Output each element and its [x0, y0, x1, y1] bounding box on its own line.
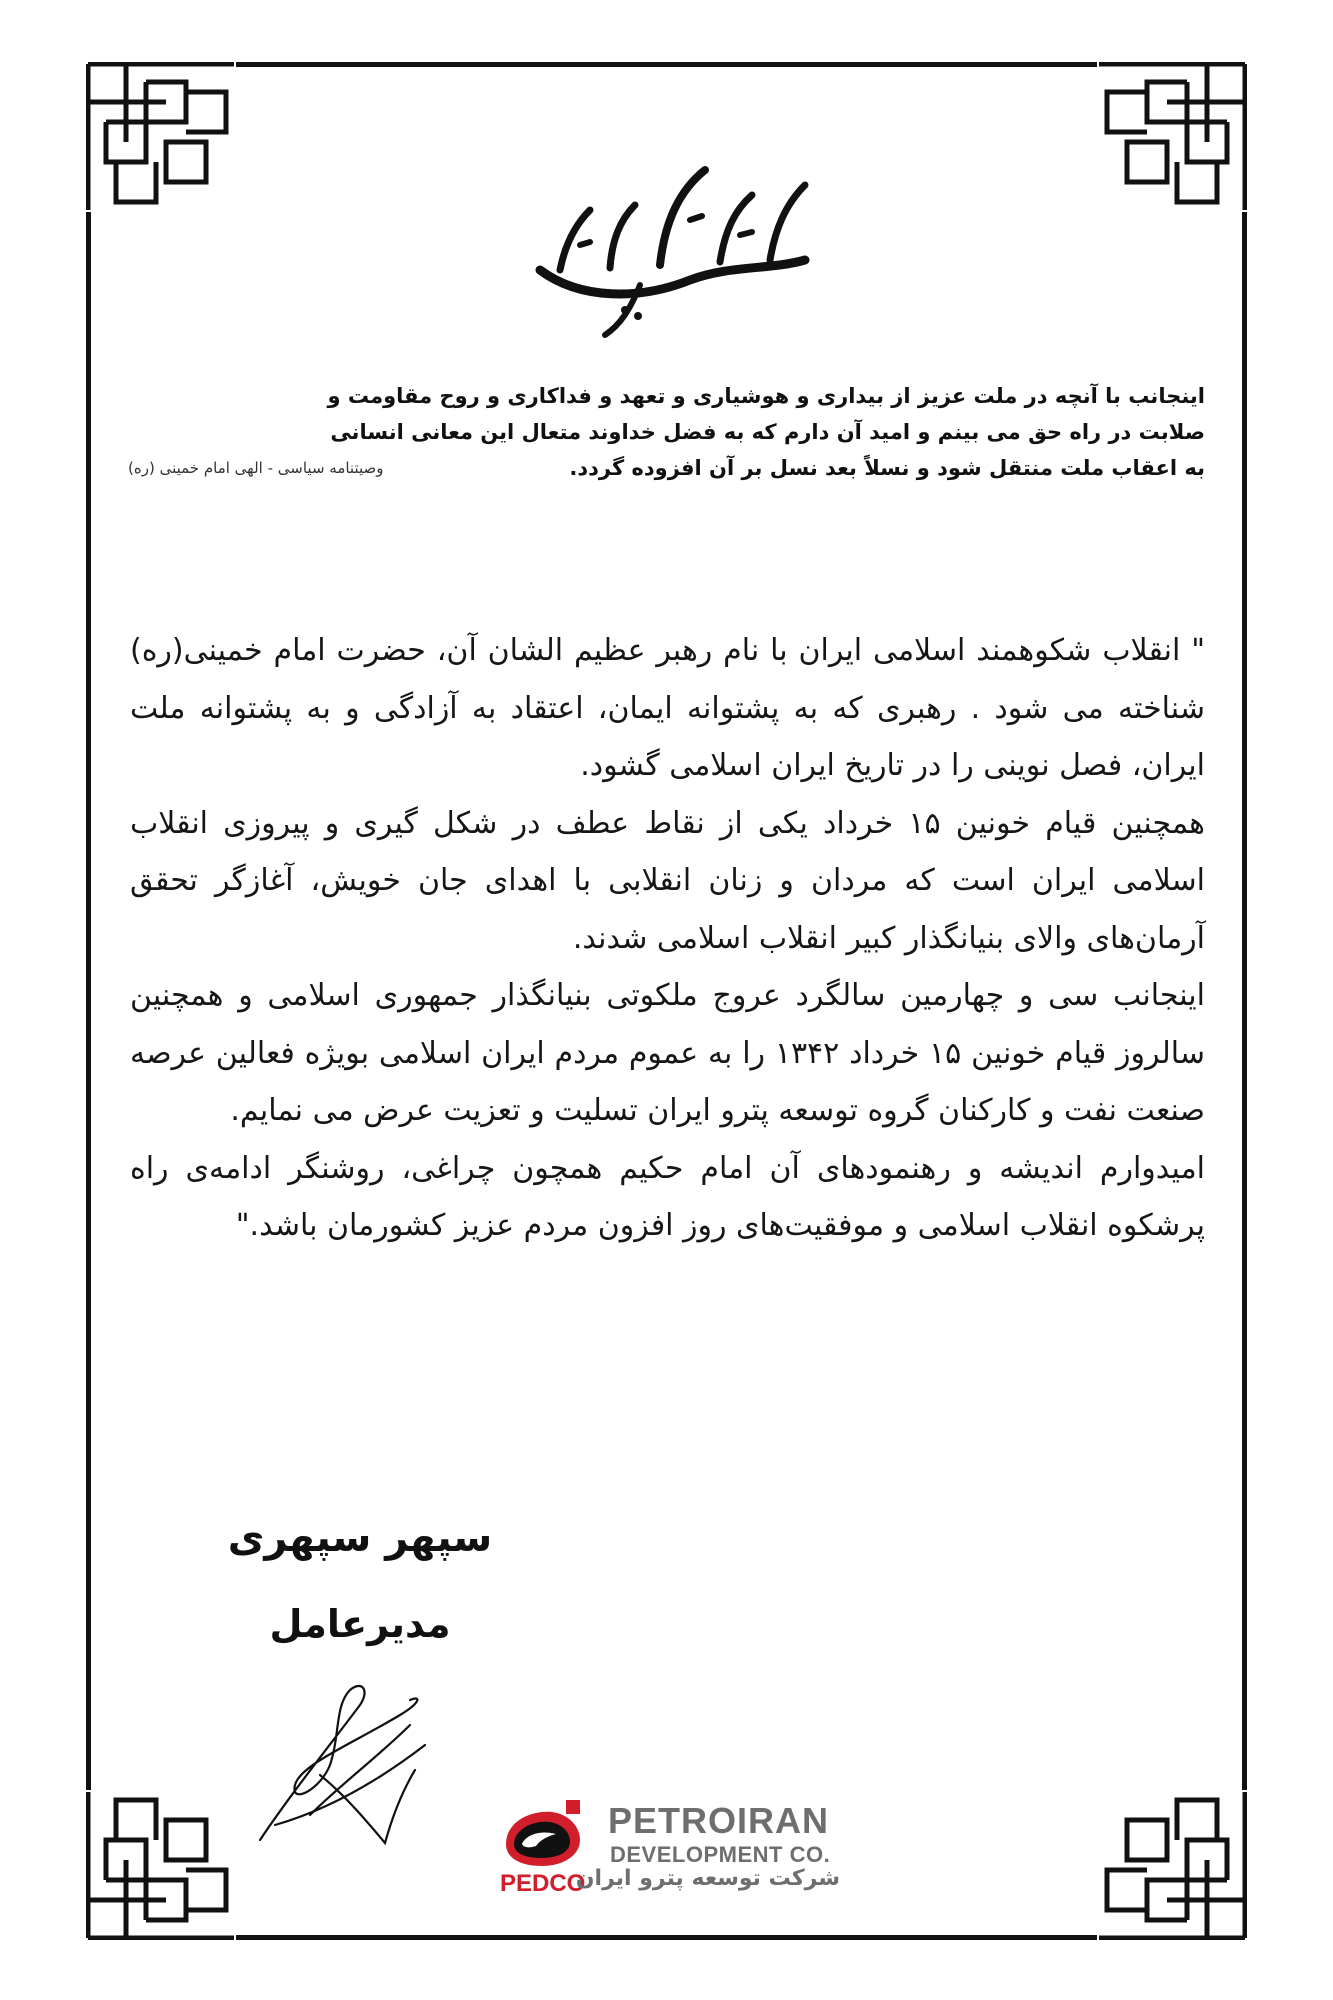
- message-body: [130, 622, 1205, 1255]
- quote-line-3: [128, 450, 1205, 486]
- pedco-logo-mark: [500, 1800, 588, 1870]
- signatory-name: سپهر سپهری: [227, 1515, 493, 1561]
- paragraph-3: اینجانب سی و چهارمین سالگرد عروج ملکوتی بنیانگذار جمهوری اسلامی و همچنین سالروز قیام خونین ۱۵ خرداد ۱۳۴۲ را به عموم مردم ایران اسلامی بویژه فعالین عرصه صنعت نفت و کارکنان گروه توسعه پترو ایران تسلیت و تعزیت عرض می نمایم.: [130, 978, 1205, 1128]
- logo-name-line-1: PETROIRAN: [608, 1800, 830, 1841]
- corner-ornament-bottom-left: [86, 1790, 236, 1940]
- paragraph-4: امیدوارم اندیشه و رهنمودهای آن امام حکیم همچون چراغی، روشنگر ادامه‌ی راه پرشکوه انقلاب اسلامی و موفقیت‌های روز افزون مردم عزیز کشورمان باشد.": [130, 1150, 1205, 1243]
- quote-line-3-text: به اعقاب ملت منتقل شود و نسلاً بعد نسل بر آن افزوده گردد.: [569, 456, 1205, 480]
- corner-ornament-top-right: [1097, 62, 1247, 212]
- quote-line-1: اینجانب با آنچه در ملت عزیز از بیداری و هوشیاری و تعهد و فداکاری و روح مقاومت و: [327, 384, 1205, 408]
- calligraphy-title-artwork: [520, 150, 820, 340]
- handwritten-signature: [250, 1675, 430, 1850]
- company-logo: [500, 1800, 850, 1900]
- corner-ornament-top-left: [86, 62, 236, 212]
- corner-ornament-bottom-right: [1097, 1790, 1247, 1940]
- quote-source: وصیتنامه سیاسی - الهی امام خمینی (ره): [128, 459, 384, 477]
- quote-line-2: صلابت در راه حق می بینم و امید آن دارم که به فضل خداوند متعال این معانی انسانی: [330, 420, 1205, 444]
- logo-name-line-2: DEVELOPMENT CO.: [610, 1842, 831, 1867]
- signatory-title: مدیرعامل: [269, 1602, 451, 1646]
- logo-name-persian: شرکت توسعه پترو ایران: [575, 1866, 840, 1891]
- paragraph-1: " انقلاب شکوهمند اسلامی ایران با نام رهبر عظیم الشان آن، حضرت امام خمینی(ره) شناخته می شود . رهبری که به پشتوانه ایمان، اعتقاد به آزادگی و به پشتوانه ملت ایران، فصل نوینی را در تاریخ ایران اسلامی گشود.: [130, 633, 1205, 783]
- logo-abbreviation: PEDCO: [500, 1870, 586, 1897]
- paragraph-2: همچنین قیام خونین ۱۵ خرداد یکی از نقاط عطف در شکل گیری و پیروزی انقلاب اسلامی ایران است که مردان و زنان انقلابی با اهدای جان خویش، آغازگر تحقق آرمان‌های والای بنیانگذار کبیر انقلاب اسلامی شدند.: [130, 805, 1205, 956]
